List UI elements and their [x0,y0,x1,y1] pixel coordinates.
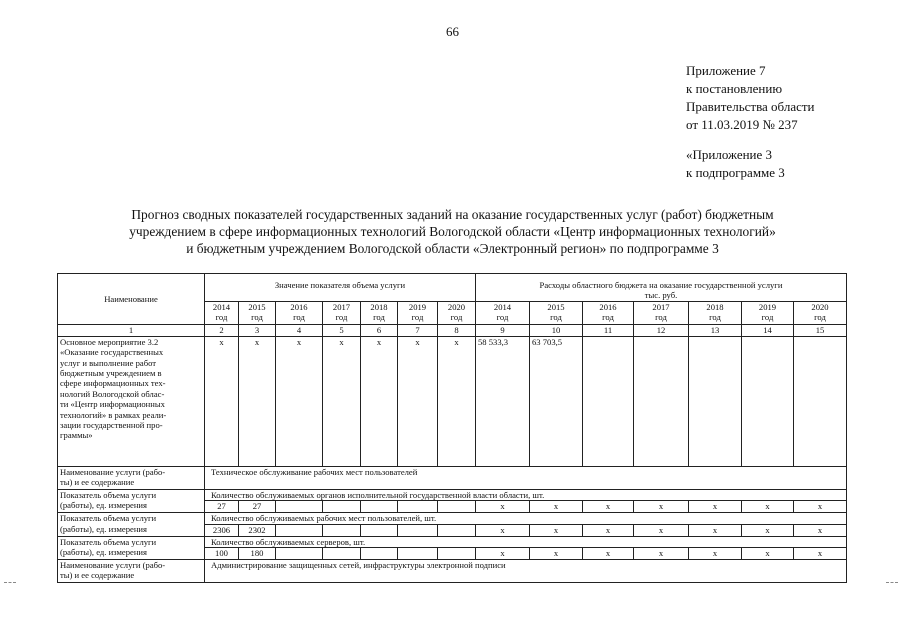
name-line: Наименование услуги (рабо- [60,560,166,571]
indicator-value [276,548,323,560]
header-year [239,301,276,324]
column-number: 5 [323,324,361,336]
year-suffix: год [496,312,509,323]
service-name [58,466,205,489]
header-year [323,301,361,324]
indicator-value: x [794,501,847,513]
title-line: и бюджетным учреждением Вологодской области «Электронный регион» по подпрограмме 3 [186,241,719,256]
table-row [58,274,847,302]
appendix-block [686,62,815,182]
header-year [361,301,398,324]
appendix-quote-line: к подпрограмме 3 [686,165,785,180]
appendix-line: Правительства области [686,99,815,114]
name-line: Показатель объема услуги [60,513,157,524]
main-event-value [742,336,794,466]
indicator-value: 2306 [205,524,239,536]
main-event-value [689,336,742,466]
indicator-value: x [583,501,634,513]
name-line: граммы» [60,430,93,441]
main-event-value [634,336,689,466]
header-name: Наименование [58,274,205,325]
indicator-value: x [476,524,530,536]
indicator-value [438,501,476,513]
appendix-line: к постановлению [686,81,783,96]
header-year [205,301,239,324]
title-line: Прогноз сводных показателей государственных заданий на оказание государственных услуг (работ) бюджетным [131,207,774,222]
main-event-value: x [205,336,239,466]
header-year [634,301,689,324]
name-line: услуг и выполнение работ [60,357,157,368]
header-year [689,301,742,324]
indicator-value: x [794,524,847,536]
header-year [794,301,847,324]
table-row [58,513,847,524]
year-value: 2014 [212,301,231,312]
document-title [40,206,865,257]
indicator-value [361,501,398,513]
column-number: 6 [361,324,398,336]
name-line: (работы), ед. измерения [60,547,147,558]
name-line: нологий Вологодской облас- [60,388,165,399]
indicator-label: Количество обслуживаемых рабочих мест пользователей, шт. [205,513,847,524]
appendix-line: от 11.03.2019 № 237 [686,117,798,132]
indicator-value: 27 [205,501,239,513]
year-value: 2015 [248,301,266,312]
year-value: 2015 [547,301,565,312]
indicator-value: x [583,524,634,536]
year-suffix: год [814,312,826,323]
indicator-value: x [689,524,742,536]
indicator-value: x [689,501,742,513]
indicator-value: 100 [205,548,239,560]
main-event-value: 63 703,5 [530,336,583,466]
margin-mark [886,582,898,583]
year-suffix: год [411,312,424,323]
main-event-value: x [438,336,476,466]
header-year [742,301,794,324]
year-value: 2020 [811,301,829,312]
indicator-value: 2302 [239,524,276,536]
name-line: ти «Центр информационных [60,399,165,410]
forecast-table [57,273,847,583]
year-suffix: год [761,312,774,323]
table-row [58,489,847,500]
indicator-value: x [742,524,794,536]
year-value: 2018 [706,301,724,312]
indicator-value: 27 [239,501,276,513]
name-line: бюджетным учреждением в [60,368,162,379]
name-line: технологий» в рамках реали- [60,409,167,420]
main-event-value [794,336,847,466]
year-suffix: год [215,312,228,323]
indicator-value [323,501,361,513]
indicator-value [438,548,476,560]
indicator-value [361,548,398,560]
header-year [476,301,530,324]
indicator-value [361,524,398,536]
table-row [58,536,847,547]
name-line: сфере информационных тех- [60,378,166,389]
column-number: 4 [276,324,323,336]
indicator-value: x [530,501,583,513]
year-suffix: год [655,312,667,323]
column-number: 2 [205,324,239,336]
main-event-value: x [398,336,438,466]
main-event-value: x [276,336,323,466]
year-suffix: год [602,312,614,323]
header-expenses-l2: тыс. руб. [644,290,678,301]
year-suffix: год [550,312,562,323]
page-number: 66 [446,24,459,39]
indicator-label: Количество обслуживаемых органов исполнительной государственной власти области, шт. [205,489,847,500]
indicator-value [323,524,361,536]
appendix-quote-line: «Приложение 3 [686,147,773,162]
column-number: 15 [794,324,847,336]
header-year [438,301,476,324]
column-number: 13 [689,324,742,336]
column-number: 7 [398,324,438,336]
indicator-label: Количество обслуживаемых серверов, шт. [205,536,847,547]
service-name [58,560,205,583]
header-year [583,301,634,324]
header-year [276,301,323,324]
header-year [398,301,438,324]
appendix-line: Приложение 7 [686,63,766,78]
indicator-value: x [530,524,583,536]
year-suffix: год [293,312,305,323]
year-value: 2016 [599,301,617,312]
column-number: 12 [634,324,689,336]
name-line: «Оказание государственных [60,347,164,358]
year-value: 2019 [758,301,777,312]
table-row [58,466,847,489]
year-value: 2020 [447,301,466,312]
name-line: (работы), ед. измерения [60,500,147,511]
name-line: Основное мероприятие 3.2 [60,336,159,347]
year-value: 2018 [370,301,388,312]
table-row [58,336,847,466]
indicator-value: x [794,548,847,560]
name-line: Показатель объема услуги [60,536,157,547]
column-number: 1 [58,324,205,336]
year-value: 2017 [332,301,351,312]
column-number: 11 [583,324,634,336]
column-number: 8 [438,324,476,336]
main-event-value: x [361,336,398,466]
name-line: ты) и ее содержание [60,477,135,488]
year-suffix: год [251,312,263,323]
main-event-value: 58 533,3 [476,336,530,466]
header-expenses [476,274,847,302]
indicator-name [58,536,205,559]
indicator-value: x [689,548,742,560]
indicator-name [58,489,205,512]
indicator-value: x [476,548,530,560]
indicator-name [58,513,205,536]
indicator-value: 180 [239,548,276,560]
indicator-value: x [634,548,689,560]
indicator-value: x [583,548,634,560]
column-number: 10 [530,324,583,336]
header-volume: Значение показателя объема услуги [205,274,476,302]
name-line: Показатель объема услуги [60,489,157,500]
name-line: (работы), ед. измерения [60,523,147,534]
indicator-value: x [476,501,530,513]
header-expenses-l1: Расходы областного бюджета на оказание государственной услуги [539,280,783,290]
margin-mark [4,582,16,583]
indicator-value [323,548,361,560]
name-line: ты) и ее содержание [60,570,135,581]
indicator-value [398,548,438,560]
column-number: 14 [742,324,794,336]
table-row [58,324,847,336]
header-year [530,301,583,324]
service-value: Техническое обслуживание рабочих мест пользователей [205,466,847,489]
indicator-value: x [634,524,689,536]
main-event-value [583,336,634,466]
name-line: зации государственной про- [60,420,163,431]
indicator-value [276,501,323,513]
table-row [58,560,847,583]
main-event-name [58,336,205,466]
indicator-value [398,501,438,513]
main-event-value: x [239,336,276,466]
year-value: 2016 [290,301,308,312]
main-event-value: x [323,336,361,466]
year-value: 2017 [652,301,670,312]
year-suffix: год [450,312,463,323]
indicator-value: x [530,548,583,560]
indicator-value: x [742,501,794,513]
indicator-value: x [742,548,794,560]
year-value: 2019 [408,301,427,312]
column-number: 9 [476,324,530,336]
indicator-value [398,524,438,536]
indicator-value [438,524,476,536]
year-suffix: год [335,312,348,323]
year-suffix: год [373,312,385,323]
column-number: 3 [239,324,276,336]
title-line: учреждением в сфере информационных технологий Вологодской области «Центр информационных технологий» [129,224,776,239]
indicator-value: x [634,501,689,513]
service-value: Администрирование защищенных сетей, инфраструктуры электронной подписи [205,560,847,583]
year-suffix: год [709,312,721,323]
name-line: Наименование услуги (рабо- [60,466,166,477]
indicator-value [276,524,323,536]
year-value: 2014 [493,301,512,312]
